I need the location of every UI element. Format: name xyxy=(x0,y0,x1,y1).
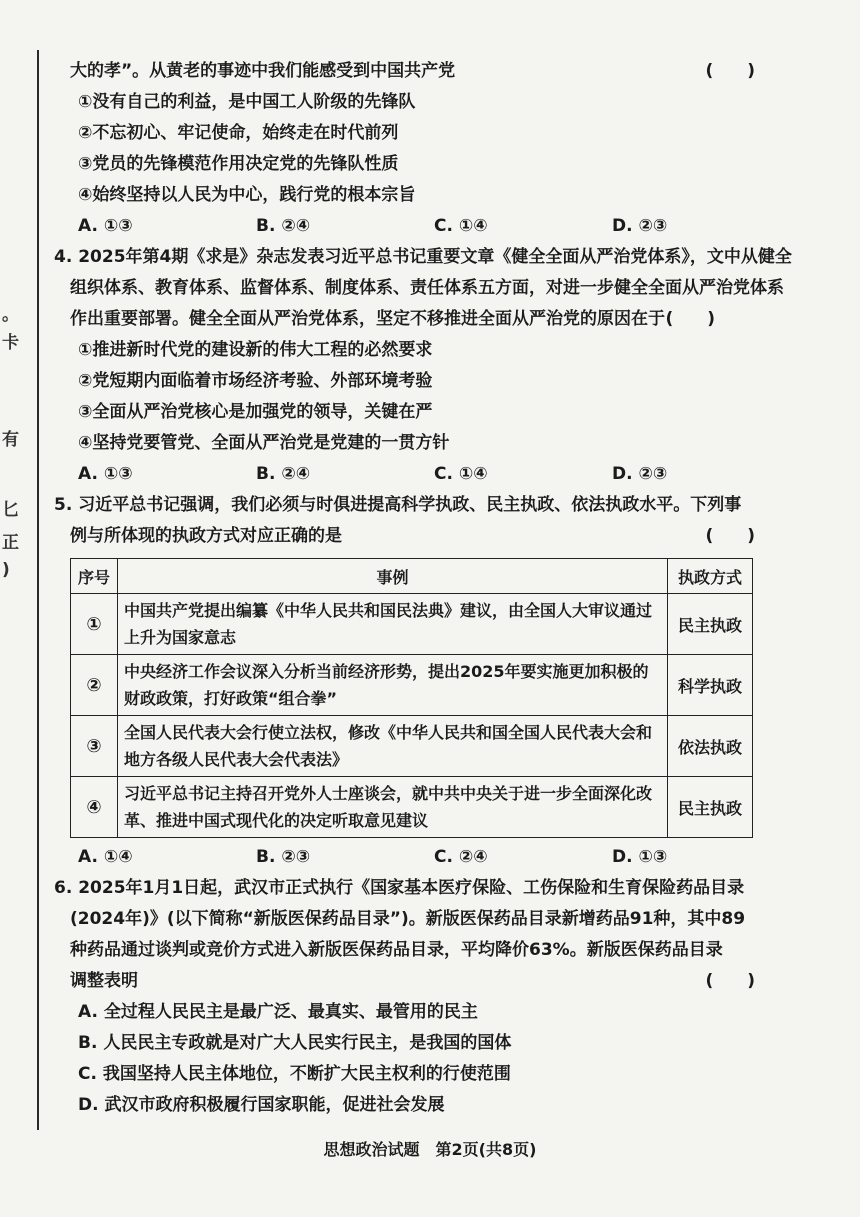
question-5 xyxy=(54,490,755,873)
option-d: D. ①③ xyxy=(612,847,668,867)
margin-fragment: ) xyxy=(2,560,10,580)
row-number: ④ xyxy=(71,777,118,838)
column-header: 事例 xyxy=(118,559,668,594)
statement-item: ③全面从严治党核心是加强党的领导，关键在严 xyxy=(78,402,433,422)
choice-c: C. 我国坚持人民主体地位，不断扩大民主权利的行使范围 xyxy=(78,1064,511,1084)
question-4 xyxy=(54,242,792,490)
answer-paren: ( ) xyxy=(665,309,715,329)
question-stem: 组织体系、教育体系、监督体系、制度体系、责任体系五方面，对进一步健全全面从严治党体系 xyxy=(70,278,784,298)
row-number: ② xyxy=(71,655,118,716)
table-row xyxy=(71,777,753,838)
question-stem: 4. 2025年第4期《求是》杂志发表习近平总书记重要文章《健全全面从严治党体系》，文中从健全 xyxy=(54,247,792,267)
question-6 xyxy=(54,873,755,1121)
question-stem: 5. 习近平总书记强调，我们必须与时俱进提高科学执政、民主执政、依法执政水平。下列事 xyxy=(54,495,742,515)
table-header-row xyxy=(71,559,753,594)
answer-options xyxy=(70,842,755,873)
table-row xyxy=(71,716,753,777)
option-b: B. ②④ xyxy=(256,464,311,484)
statement-item: ③党员的先锋模范作用决定党的先锋队性质 xyxy=(78,154,399,174)
row-case: 中国共产党提出编纂《中华人民共和国民法典》建议，由全国人大审议通过上升为国家意志 xyxy=(118,594,668,655)
column-header: 执政方式 xyxy=(668,559,753,594)
column-header: 序号 xyxy=(71,559,118,594)
option-a: A. ①③ xyxy=(78,216,133,236)
table-row xyxy=(71,594,753,655)
choice-a: A. 全过程人民民主是最广泛、最真实、最管用的民主 xyxy=(78,1002,478,1022)
row-number: ① xyxy=(71,594,118,655)
margin-fragment: 。 xyxy=(2,305,19,325)
row-number: ③ xyxy=(71,716,118,777)
option-b: B. ②③ xyxy=(256,847,311,867)
stem-text: 例与所体现的执政方式对应正确的是 xyxy=(70,526,342,546)
page-footer: 思想政治试题 第2页(共8页) xyxy=(323,1140,537,1159)
answer-options xyxy=(70,459,755,490)
question-3 xyxy=(70,56,755,242)
statement-item: ①推进新时代党的建设新的伟大工程的必然要求 xyxy=(78,340,433,360)
answer-paren: ( ) xyxy=(705,971,755,991)
stem-text: 调整表明 xyxy=(70,971,138,991)
option-c: C. ②④ xyxy=(434,847,488,867)
margin-fragment: 卡 xyxy=(2,333,19,353)
statement-item: ②不忘初心、牢记使命，始终走在时代前列 xyxy=(78,123,399,143)
row-case: 中央经济工作会议深入分析当前经济形势，提出2025年要实施更加积极的财政政策，打好政策“组合拳” xyxy=(118,655,668,716)
option-d: D. ②③ xyxy=(612,464,668,484)
choice-d: D. 武汉市政府积极履行国家职能，促进社会发展 xyxy=(78,1095,445,1115)
margin-fragment: 有 xyxy=(2,430,19,450)
question-stem xyxy=(70,521,755,552)
answer-options xyxy=(70,211,755,242)
option-a: A. ①④ xyxy=(78,847,133,867)
choice-b: B. 人民民主专政就是对广大人民实行民主，是我国的国体 xyxy=(78,1033,512,1053)
table-row xyxy=(71,655,753,716)
statement-item: ④始终坚持以人民为中心，践行党的根本宗旨 xyxy=(78,185,416,205)
option-d: D. ②③ xyxy=(612,216,668,236)
question-stem: 种药品通过谈判或竞价方式进入新版医保药品目录，平均降价63%。新版医保药品目录 xyxy=(70,940,723,960)
row-case: 全国人民代表大会行使立法权，修改《中华人民共和国全国人民代表大会和地方各级人民代表大会代表法》 xyxy=(118,716,668,777)
option-c: C. ①④ xyxy=(434,464,488,484)
margin-fragment: 匕 xyxy=(2,500,19,520)
question-stem: 6. 2025年1月1日起，武汉市正式执行《国家基本医疗保险、工伤保险和生育保险药品目录 xyxy=(54,878,745,898)
row-mode: 科学执政 xyxy=(668,655,753,716)
example-table xyxy=(70,558,753,838)
option-a: A. ①③ xyxy=(78,464,133,484)
margin-fragment: 正 xyxy=(2,533,19,553)
statement-item: ①没有自己的利益，是中国工人阶级的先锋队 xyxy=(78,92,416,112)
stem-text: 作出重要部署。健全全面从严治党体系，坚定不移推进全面从严治党的原因在于 xyxy=(70,309,665,329)
question-stem xyxy=(70,966,755,997)
row-case: 习近平总书记主持召开党外人士座谈会，就中共中央关于进一步全面深化改革、推进中国式现代化的决定听取意见建议 xyxy=(118,777,668,838)
option-b: B. ②④ xyxy=(256,216,311,236)
question-stem: (2024年)》(以下简称“新版医保药品目录”)。新版医保药品目录新增药品91种，其中89 xyxy=(70,909,746,929)
statement-item: ②党短期内面临着市场经济考验、外部环境考验 xyxy=(78,371,433,391)
stem-text: 大的孝”。从黄老的事迹中我们能感受到中国共产党 xyxy=(70,61,456,81)
binding-rule xyxy=(37,50,39,1130)
exam-content xyxy=(54,56,792,1121)
row-mode: 依法执政 xyxy=(668,716,753,777)
statement-item: ④坚持党要管党、全面从严治党是党建的一贯方针 xyxy=(78,433,450,453)
row-mode: 民主执政 xyxy=(668,594,753,655)
option-c: C. ①④ xyxy=(434,216,488,236)
row-mode: 民主执政 xyxy=(668,777,753,838)
answer-paren: ( ) xyxy=(705,526,755,546)
question-stem xyxy=(70,304,755,335)
question-stem xyxy=(70,56,755,87)
answer-paren: ( ) xyxy=(705,61,755,81)
